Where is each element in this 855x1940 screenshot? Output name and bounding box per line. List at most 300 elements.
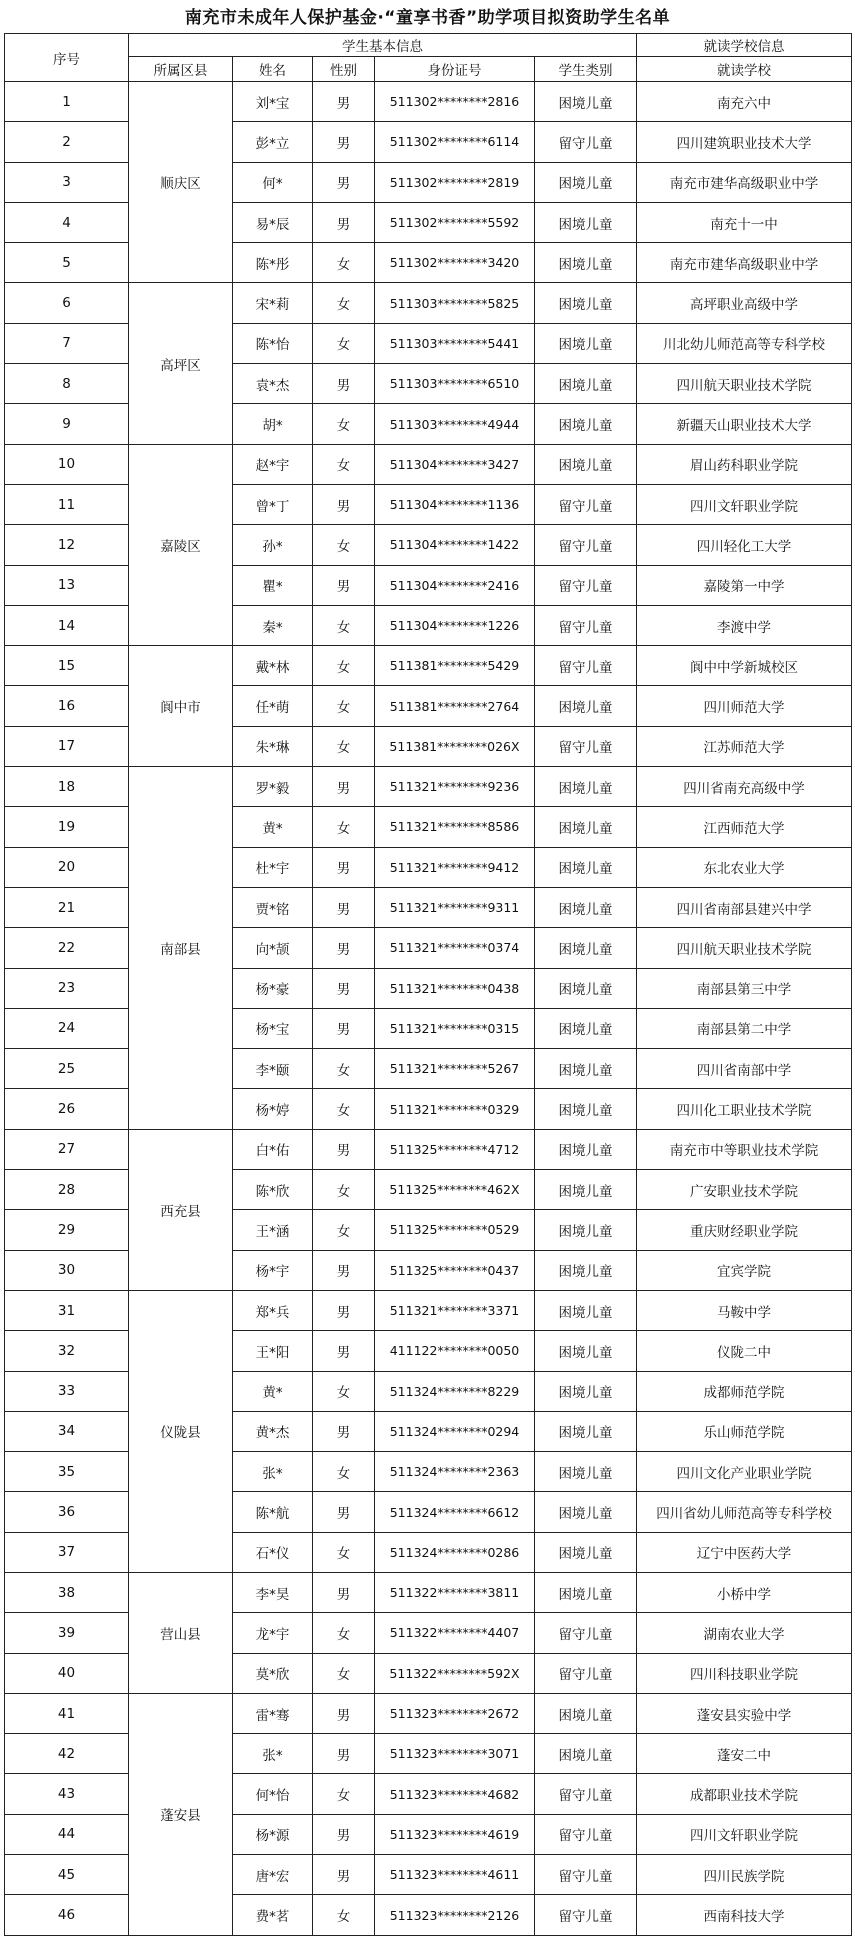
cell-seq: 15 [5,646,129,686]
cell-name: 瞿* [233,565,313,605]
header-category: 学生类别 [535,57,637,82]
cell-name: 王*阳 [233,1331,313,1371]
cell-id-number: 511302********6114 [375,122,535,162]
cell-seq: 26 [5,1089,129,1129]
cell-id-number: 511323********2126 [375,1895,535,1935]
cell-name: 杨*豪 [233,968,313,1008]
cell-gender: 女 [313,323,375,363]
cell-name: 白*佑 [233,1129,313,1169]
cell-id-number: 511302********2816 [375,82,535,122]
cell-id-number: 511323********4611 [375,1855,535,1895]
cell-id-number: 511304********2416 [375,565,535,605]
cell-gender: 女 [313,283,375,323]
cell-district: 阆中市 [129,646,233,767]
cell-gender: 女 [313,1653,375,1693]
cell-seq: 35 [5,1452,129,1492]
cell-category: 困境儿童 [535,202,637,242]
cell-school: 马鞍中学 [637,1290,852,1330]
cell-id-number: 511323********2672 [375,1693,535,1733]
cell-seq: 10 [5,444,129,484]
table-body [5,82,852,1936]
cell-category: 留守儿童 [535,1774,637,1814]
cell-name: 陈*航 [233,1492,313,1532]
cell-seq: 22 [5,928,129,968]
table-row [5,283,852,323]
cell-name: 杨*源 [233,1814,313,1854]
header-school-info: 就读学校信息 [637,34,852,57]
cell-school: 南充市中等职业技术学院 [637,1129,852,1169]
cell-school: 四川轻化工大学 [637,525,852,565]
cell-name: 任*萌 [233,686,313,726]
cell-category: 困境儿童 [535,1532,637,1572]
cell-category: 困境儿童 [535,404,637,444]
cell-category: 留守儿童 [535,646,637,686]
cell-school: 李渡中学 [637,605,852,645]
header-school: 就读学校 [637,57,852,82]
cell-name: 曾*丁 [233,484,313,524]
cell-seq: 3 [5,162,129,202]
cell-gender: 男 [313,364,375,404]
cell-district: 仪陇县 [129,1290,233,1572]
cell-school: 四川文化产业职业学院 [637,1452,852,1492]
cell-school: 四川科技职业学院 [637,1653,852,1693]
cell-seq: 11 [5,484,129,524]
cell-school: 蓬安二中 [637,1734,852,1774]
cell-id-number: 511325********0437 [375,1250,535,1290]
cell-id-number: 511321********0438 [375,968,535,1008]
cell-school: 四川航天职业技术学院 [637,928,852,968]
cell-gender: 女 [313,444,375,484]
cell-gender: 女 [313,1532,375,1572]
cell-id-number: 511304********1422 [375,525,535,565]
cell-seq: 46 [5,1895,129,1935]
cell-school: 四川省南部中学 [637,1049,852,1089]
cell-category: 困境儿童 [535,1452,637,1492]
cell-id-number: 511381********026X [375,726,535,766]
cell-school: 嘉陵第一中学 [637,565,852,605]
cell-seq: 4 [5,202,129,242]
cell-school: 重庆财经职业学院 [637,1210,852,1250]
cell-category: 留守儿童 [535,1613,637,1653]
page-title: 南充市未成年人保护基金·“童享书香”助学项目拟资助学生名单 [184,8,671,28]
cell-district: 营山县 [129,1572,233,1693]
cell-gender: 男 [313,565,375,605]
cell-name: 张* [233,1452,313,1492]
cell-name: 胡* [233,404,313,444]
cell-seq: 12 [5,525,129,565]
cell-school: 眉山药科职业学院 [637,444,852,484]
cell-seq: 34 [5,1411,129,1451]
cell-gender: 女 [313,1371,375,1411]
cell-id-number: 511321********3371 [375,1290,535,1330]
cell-seq: 29 [5,1210,129,1250]
cell-category: 困境儿童 [535,1129,637,1169]
cell-name: 费*茗 [233,1895,313,1935]
cell-category: 留守儿童 [535,1895,637,1935]
cell-category: 困境儿童 [535,283,637,323]
cell-id-number: 511323********4682 [375,1774,535,1814]
cell-gender: 女 [313,1049,375,1089]
cell-category: 困境儿童 [535,1049,637,1089]
cell-category: 困境儿童 [535,928,637,968]
cell-name: 陈*怡 [233,323,313,363]
cell-id-number: 511323********4619 [375,1814,535,1854]
cell-name: 刘*宝 [233,82,313,122]
cell-district: 高坪区 [129,283,233,444]
cell-name: 李*昊 [233,1572,313,1612]
cell-id-number: 511303********5825 [375,283,535,323]
cell-seq: 5 [5,243,129,283]
cell-seq: 7 [5,323,129,363]
table-row [5,82,852,122]
cell-school: 南充市建华高级职业中学 [637,243,852,283]
cell-category: 困境儿童 [535,243,637,283]
cell-gender: 男 [313,847,375,887]
cell-seq: 2 [5,122,129,162]
cell-category: 困境儿童 [535,1290,637,1330]
cell-category: 留守儿童 [535,605,637,645]
cell-gender: 男 [313,1250,375,1290]
cell-category: 留守儿童 [535,122,637,162]
cell-seq: 20 [5,847,129,887]
cell-school: 四川民族学院 [637,1855,852,1895]
cell-school: 南部县第二中学 [637,1008,852,1048]
cell-school: 宜宾学院 [637,1250,852,1290]
cell-name: 秦* [233,605,313,645]
cell-school: 四川化工职业技术学院 [637,1089,852,1129]
cell-seq: 6 [5,283,129,323]
cell-seq: 1 [5,82,129,122]
cell-gender: 男 [313,1814,375,1854]
cell-seq: 21 [5,887,129,927]
cell-gender: 男 [313,1129,375,1169]
cell-district: 嘉陵区 [129,444,233,645]
cell-category: 困境儿童 [535,1734,637,1774]
cell-name: 陈*欣 [233,1170,313,1210]
cell-id-number: 511321********0315 [375,1008,535,1048]
cell-id-number: 511324********0286 [375,1532,535,1572]
cell-gender: 女 [313,1452,375,1492]
cell-seq: 23 [5,968,129,1008]
cell-school: 川北幼儿师范高等专科学校 [637,323,852,363]
cell-category: 困境儿童 [535,1492,637,1532]
cell-gender: 女 [313,646,375,686]
cell-school: 辽宁中医药大学 [637,1532,852,1572]
cell-id-number: 511381********2764 [375,686,535,726]
cell-seq: 9 [5,404,129,444]
cell-category: 困境儿童 [535,1411,637,1451]
cell-category: 困境儿童 [535,1210,637,1250]
header-row-1 [5,34,852,57]
cell-category: 困境儿童 [535,1250,637,1290]
cell-gender: 女 [313,1210,375,1250]
table-row [5,444,852,484]
cell-seq: 39 [5,1613,129,1653]
cell-school: 南部县第三中学 [637,968,852,1008]
cell-district: 南部县 [129,767,233,1130]
cell-school: 四川省南充高级中学 [637,767,852,807]
cell-category: 困境儿童 [535,1572,637,1612]
cell-gender: 女 [313,1895,375,1935]
cell-id-number: 511324********2363 [375,1452,535,1492]
cell-id-number: 511325********4712 [375,1129,535,1169]
cell-category: 留守儿童 [535,1814,637,1854]
cell-id-number: 511324********8229 [375,1371,535,1411]
cell-category: 留守儿童 [535,484,637,524]
cell-gender: 女 [313,807,375,847]
cell-category: 留守儿童 [535,565,637,605]
student-table [4,33,852,1936]
cell-school: 成都职业技术学院 [637,1774,852,1814]
cell-category: 困境儿童 [535,1371,637,1411]
cell-id-number: 511325********0529 [375,1210,535,1250]
cell-seq: 41 [5,1693,129,1733]
cell-name: 朱*琳 [233,726,313,766]
cell-id-number: 511304********3427 [375,444,535,484]
header-district: 所属区县 [129,57,233,82]
cell-category: 留守儿童 [535,1653,637,1693]
cell-name: 黄* [233,807,313,847]
cell-district: 西充县 [129,1129,233,1290]
table-row [5,767,852,807]
cell-id-number: 511325********462X [375,1170,535,1210]
cell-school: 西南科技大学 [637,1895,852,1935]
cell-gender: 男 [313,1734,375,1774]
cell-gender: 男 [313,122,375,162]
cell-category: 困境儿童 [535,1170,637,1210]
cell-category: 困境儿童 [535,1331,637,1371]
cell-seq: 45 [5,1855,129,1895]
cell-seq: 19 [5,807,129,847]
cell-id-number: 511324********6612 [375,1492,535,1532]
cell-id-number: 511321********9412 [375,847,535,887]
cell-seq: 28 [5,1170,129,1210]
cell-category: 困境儿童 [535,968,637,1008]
cell-seq: 17 [5,726,129,766]
cell-name: 何*怡 [233,1774,313,1814]
cell-gender: 女 [313,243,375,283]
cell-gender: 女 [313,525,375,565]
cell-category: 困境儿童 [535,767,637,807]
cell-name: 龙*宇 [233,1613,313,1653]
cell-seq: 13 [5,565,129,605]
cell-id-number: 511321********9311 [375,887,535,927]
cell-seq: 36 [5,1492,129,1532]
cell-gender: 女 [313,1774,375,1814]
header-gender: 性别 [313,57,375,82]
cell-seq: 25 [5,1049,129,1089]
cell-school: 小桥中学 [637,1572,852,1612]
cell-school: 南充市建华高级职业中学 [637,162,852,202]
cell-gender: 男 [313,1693,375,1733]
cell-school: 南充六中 [637,82,852,122]
cell-seq: 18 [5,767,129,807]
document [4,3,851,1936]
cell-id-number: 511381********5429 [375,646,535,686]
cell-name: 石*仪 [233,1532,313,1572]
cell-gender: 女 [313,605,375,645]
cell-gender: 女 [313,686,375,726]
cell-gender: 男 [313,202,375,242]
table-row [5,646,852,686]
cell-seq: 38 [5,1572,129,1612]
cell-category: 困境儿童 [535,1008,637,1048]
cell-id-number: 511303********5441 [375,323,535,363]
cell-id-number: 511302********5592 [375,202,535,242]
cell-school: 高坪职业高级中学 [637,283,852,323]
cell-category: 困境儿童 [535,887,637,927]
cell-school: 广安职业技术学院 [637,1170,852,1210]
header-row-2 [5,57,852,82]
cell-name: 杨*宇 [233,1250,313,1290]
cell-category: 困境儿童 [535,1089,637,1129]
cell-name: 何* [233,162,313,202]
cell-id-number: 511302********3420 [375,243,535,283]
cell-school: 东北农业大学 [637,847,852,887]
cell-category: 困境儿童 [535,807,637,847]
cell-gender: 男 [313,1411,375,1451]
cell-school: 阆中中学新城校区 [637,646,852,686]
cell-seq: 44 [5,1814,129,1854]
cell-id-number: 511303********6510 [375,364,535,404]
cell-id-number: 411122********0050 [375,1331,535,1371]
cell-gender: 女 [313,1613,375,1653]
cell-seq: 40 [5,1653,129,1693]
table-row [5,1693,852,1733]
cell-gender: 男 [313,767,375,807]
cell-seq: 27 [5,1129,129,1169]
cell-category: 困境儿童 [535,82,637,122]
cell-id-number: 511324********0294 [375,1411,535,1451]
cell-name: 黄*杰 [233,1411,313,1451]
header-basic-info: 学生基本信息 [129,34,637,57]
header-seq: 序号 [5,34,129,82]
cell-name: 郑*兵 [233,1290,313,1330]
cell-id-number: 511322********3811 [375,1572,535,1612]
cell-gender: 女 [313,1089,375,1129]
cell-name: 袁*杰 [233,364,313,404]
cell-district: 顺庆区 [129,82,233,283]
cell-category: 留守儿童 [535,726,637,766]
table-row [5,1572,852,1612]
cell-category: 困境儿童 [535,444,637,484]
cell-id-number: 511322********4407 [375,1613,535,1653]
cell-school: 蓬安县实验中学 [637,1693,852,1733]
cell-name: 杨*婷 [233,1089,313,1129]
cell-category: 困境儿童 [535,847,637,887]
header-name: 姓名 [233,57,313,82]
cell-gender: 女 [313,404,375,444]
cell-id-number: 511323********3071 [375,1734,535,1774]
cell-category: 困境儿童 [535,323,637,363]
cell-category: 困境儿童 [535,364,637,404]
cell-category: 困境儿童 [535,162,637,202]
cell-gender: 男 [313,968,375,1008]
cell-seq: 30 [5,1250,129,1290]
cell-gender: 男 [313,1855,375,1895]
cell-school: 仪陇二中 [637,1331,852,1371]
cell-id-number: 511304********1136 [375,484,535,524]
cell-seq: 32 [5,1331,129,1371]
cell-name: 唐*宏 [233,1855,313,1895]
cell-school: 四川省南部县建兴中学 [637,887,852,927]
cell-id-number: 511302********2819 [375,162,535,202]
cell-id-number: 511321********5267 [375,1049,535,1089]
cell-seq: 16 [5,686,129,726]
cell-gender: 女 [313,1170,375,1210]
cell-gender: 女 [313,726,375,766]
cell-name: 杜*宇 [233,847,313,887]
cell-seq: 8 [5,364,129,404]
cell-name: 赵*宇 [233,444,313,484]
cell-school: 四川省幼儿师范高等专科学校 [637,1492,852,1532]
cell-name: 黄* [233,1371,313,1411]
cell-gender: 男 [313,82,375,122]
cell-name: 彭*立 [233,122,313,162]
cell-gender: 男 [313,928,375,968]
cell-gender: 男 [313,1008,375,1048]
table-row [5,1129,852,1169]
cell-school: 成都师范学院 [637,1371,852,1411]
cell-seq: 31 [5,1290,129,1330]
cell-school: 新疆天山职业技术大学 [637,404,852,444]
cell-id-number: 511322********592X [375,1653,535,1693]
cell-name: 易*辰 [233,202,313,242]
cell-school: 江西师范大学 [637,807,852,847]
cell-school: 四川文轩职业学院 [637,1814,852,1854]
cell-name: 张* [233,1734,313,1774]
cell-school: 南充十一中 [637,202,852,242]
cell-seq: 43 [5,1774,129,1814]
cell-seq: 33 [5,1371,129,1411]
cell-school: 湖南农业大学 [637,1613,852,1653]
cell-name: 戴*林 [233,646,313,686]
cell-district: 蓬安县 [129,1693,233,1935]
cell-school: 乐山师范学院 [637,1411,852,1451]
cell-category: 留守儿童 [535,525,637,565]
cell-category: 留守儿童 [535,1855,637,1895]
cell-gender: 男 [313,887,375,927]
cell-name: 李*颐 [233,1049,313,1089]
cell-gender: 男 [313,1331,375,1371]
table-row [5,1290,852,1330]
cell-school: 四川航天职业技术学院 [637,364,852,404]
cell-name: 孙* [233,525,313,565]
cell-name: 罗*毅 [233,767,313,807]
cell-name: 雷*骞 [233,1693,313,1733]
cell-name: 莫*欣 [233,1653,313,1693]
cell-id-number: 511304********1226 [375,605,535,645]
cell-category: 困境儿童 [535,686,637,726]
cell-id-number: 511321********9236 [375,767,535,807]
cell-name: 陈*彤 [233,243,313,283]
cell-gender: 男 [313,1572,375,1612]
cell-gender: 男 [313,162,375,202]
cell-id-number: 511303********4944 [375,404,535,444]
cell-school: 四川师范大学 [637,686,852,726]
cell-seq: 14 [5,605,129,645]
cell-school: 四川文轩职业学院 [637,484,852,524]
cell-seq: 24 [5,1008,129,1048]
cell-seq: 42 [5,1734,129,1774]
cell-id-number: 511321********0374 [375,928,535,968]
cell-name: 王*涵 [233,1210,313,1250]
cell-name: 向*颉 [233,928,313,968]
header-id-number: 身份证号 [375,57,535,82]
cell-category: 困境儿童 [535,1693,637,1733]
cell-id-number: 511321********8586 [375,807,535,847]
cell-gender: 男 [313,484,375,524]
